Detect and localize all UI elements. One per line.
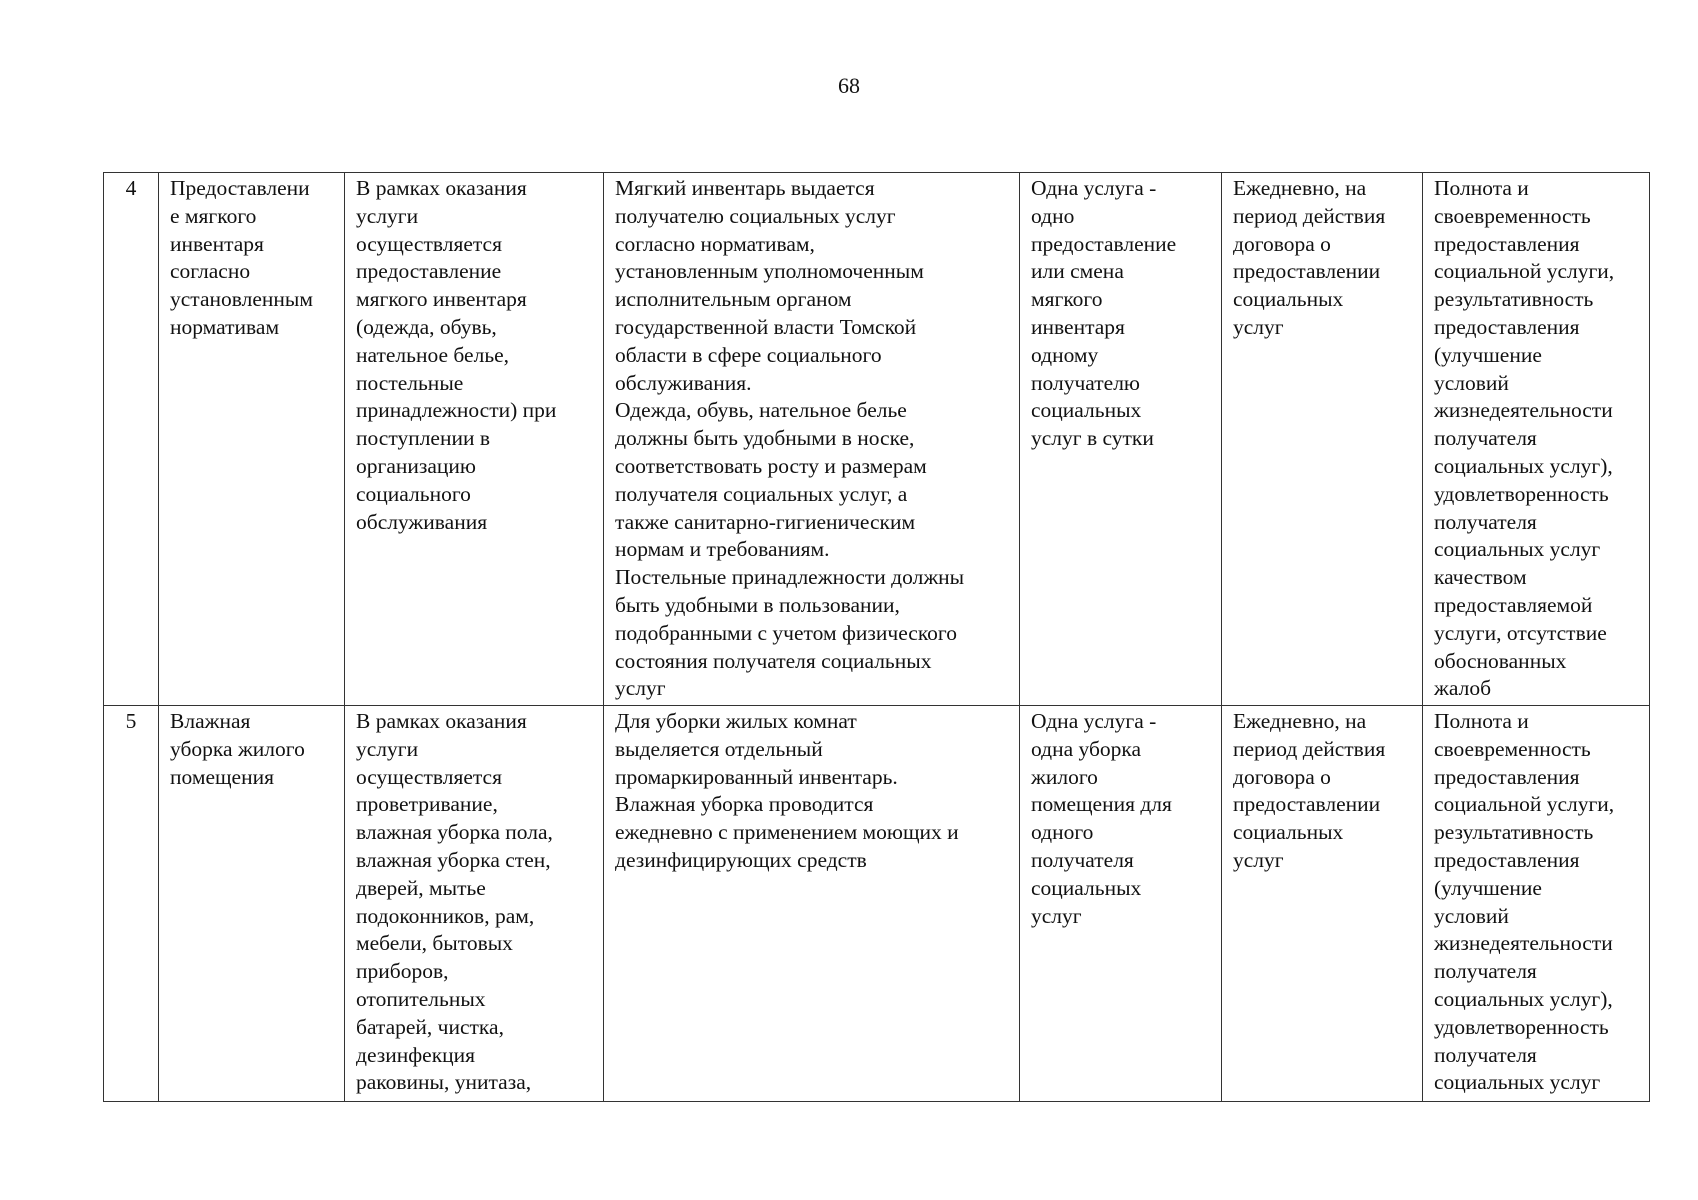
page-number: 68 xyxy=(838,73,860,98)
cell-text-line: (одежда, обувь, xyxy=(356,314,497,339)
cell-text-line: качеством xyxy=(1434,565,1527,590)
cell-text-line: дезинфекция xyxy=(356,1042,476,1067)
cell-text-line: поступлении в xyxy=(356,426,491,451)
cell-text-line: социальных услуг xyxy=(1434,1070,1601,1095)
cell-text-line: В рамках оказания xyxy=(356,709,527,733)
cell-text-line: услуг в сутки xyxy=(1031,426,1154,451)
cell-text-line: одного xyxy=(1031,820,1094,845)
cell-text-line: условий xyxy=(1434,370,1509,395)
cell-text-line: исполнительным органом xyxy=(615,287,852,312)
cell-text-line: Для уборки жилых комнат xyxy=(615,709,857,733)
cell-text-line: подобранными с учетом физического xyxy=(615,620,957,645)
cell-text-line: получателя социальных услуг, а xyxy=(615,481,908,506)
cell-text-line: одно xyxy=(1031,203,1075,228)
cell-text-line: раковины, унитаза, xyxy=(356,1070,532,1095)
cell-text-line: Влажная уборка проводится xyxy=(615,792,874,817)
cell-text-line: социальных услуг), xyxy=(1434,986,1613,1011)
cell-text-line: получателя xyxy=(1434,426,1537,451)
cell-text-line: социальных xyxy=(1233,820,1344,845)
cell-text-line: влажная уборка пола, xyxy=(356,820,553,845)
cell-text-line: обслуживания. xyxy=(615,370,752,395)
cell-text-line: услуг xyxy=(1031,903,1082,928)
service-quality-cell xyxy=(1423,706,1650,1102)
cell-text-line: удовлетворенность xyxy=(1434,481,1609,506)
cell-text-line: помещения xyxy=(170,764,274,789)
cell-text-line: услуги, отсутствие xyxy=(1434,620,1607,645)
cell-text-line: Ежедневно, на xyxy=(1233,709,1367,733)
cell-text-line: получателя xyxy=(1434,509,1537,534)
cell-text-line: услуг xyxy=(1233,847,1284,872)
cell-text-line: помещения для xyxy=(1031,792,1172,817)
table-row xyxy=(104,706,1650,1102)
cell-text-line: предоставление xyxy=(1031,231,1177,256)
cell-text-line: Мягкий инвентарь выдается xyxy=(615,176,875,200)
cell-text-line: подоконников, рам, xyxy=(356,903,535,928)
service-content-cell xyxy=(345,173,604,706)
cell-text-line: одному xyxy=(1031,342,1099,367)
cell-text-line: договора о xyxy=(1233,231,1331,256)
cell-text-line: инвентаря xyxy=(170,231,264,256)
cell-text-line: предоставления xyxy=(1434,847,1580,872)
service-standard-cell xyxy=(604,706,1020,1102)
cell-text-line: (улучшение xyxy=(1434,875,1542,900)
cell-text-line: должны быть удобными в носке, xyxy=(615,426,915,451)
cell-text-line: соответствовать росту и размерам xyxy=(615,453,927,478)
cell-text-line: своевременность xyxy=(1434,736,1591,761)
cell-text-line: Предоставлени xyxy=(170,176,310,200)
cell-text-line: предоставления xyxy=(1434,764,1580,789)
cell-text-line: принадлежности) при xyxy=(356,398,557,423)
cell-text-line: обслуживания xyxy=(356,509,488,534)
cell-text-line: нательное белье, xyxy=(356,342,510,367)
cell-text-line: проветривание, xyxy=(356,792,498,817)
cell-text-line: установленным уполномоченным xyxy=(615,259,924,284)
cell-text-line: дверей, мытье xyxy=(356,875,486,900)
cell-text-line: социального xyxy=(356,481,471,506)
cell-text-line: организацию xyxy=(356,453,476,478)
cell-text-line: получателя xyxy=(1031,847,1134,872)
cell-text-line: получателя xyxy=(1434,959,1537,984)
service-standard-cell xyxy=(604,173,1020,706)
service-content-cell xyxy=(345,706,604,1102)
cell-text-line: батарей, чистка, xyxy=(356,1014,504,1039)
cell-text-line: согласно xyxy=(170,259,251,284)
cell-text-line: государственной власти Томской xyxy=(615,314,917,339)
cell-text-line: постельные xyxy=(356,370,464,395)
cell-text-line: Одежда, обувь, нательное белье xyxy=(615,398,907,423)
row-number-cell: 4 xyxy=(104,173,159,706)
cell-text-line: социальных xyxy=(1031,875,1142,900)
cell-text-line: уборка жилого xyxy=(170,736,305,761)
cell-text-line: инвентаря xyxy=(1031,314,1125,339)
cell-text-line: предоставлении xyxy=(1233,792,1381,817)
cell-text-line: жизнедеятельности xyxy=(1434,931,1613,956)
row-number-cell: 5 xyxy=(104,706,159,1102)
cell-text-line: результативность xyxy=(1434,820,1594,845)
cell-text-line: удовлетворенность xyxy=(1434,1014,1609,1039)
cell-text-line: социальных xyxy=(1031,398,1142,423)
cell-text-line: мягкого xyxy=(1031,287,1103,312)
services-table xyxy=(103,172,1650,1102)
cell-text-line: социальных услуг xyxy=(1434,537,1601,562)
cell-text-line: е мягкого xyxy=(170,203,257,228)
cell-text-line: приборов, xyxy=(356,959,449,984)
cell-text-line: предоставление xyxy=(356,259,502,284)
service-period-cell xyxy=(1222,173,1423,706)
cell-text-line: своевременность xyxy=(1434,203,1591,228)
cell-text-line: период действия xyxy=(1233,203,1386,228)
cell-text-line: также санитарно-гигиеническим xyxy=(615,509,916,534)
cell-text-line: получателю xyxy=(1031,370,1140,395)
cell-text-line: договора о xyxy=(1233,764,1331,789)
cell-text-line: жалоб xyxy=(1434,676,1492,701)
cell-text-line: социальных xyxy=(1233,287,1344,312)
cell-text-line: или смена xyxy=(1031,259,1124,284)
cell-text-line: жилого xyxy=(1031,764,1098,789)
cell-text-line: состояния получателя социальных xyxy=(615,648,932,673)
cell-text-line: мебели, бытовых xyxy=(356,931,513,956)
cell-text-line: дезинфицирующих средств xyxy=(615,847,867,872)
cell-text-line: получателю социальных услуг xyxy=(615,203,896,228)
cell-text-line: результативность xyxy=(1434,287,1594,312)
cell-text-line: влажная уборка стен, xyxy=(356,847,551,872)
cell-text-line: получателя xyxy=(1434,1042,1537,1067)
cell-text-line: Постельные принадлежности должны xyxy=(615,565,965,590)
cell-text-line: условий xyxy=(1434,903,1509,928)
cell-text-line: нормативам xyxy=(170,314,280,339)
cell-text-line: В рамках оказания xyxy=(356,176,527,200)
cell-text-line: выделяется отдельный xyxy=(615,736,823,761)
service-unit-cell xyxy=(1020,706,1222,1102)
cell-text-line: услуги xyxy=(356,203,419,228)
service-name-cell xyxy=(159,173,345,706)
cell-text-line: услуг xyxy=(1233,314,1284,339)
cell-text-line: социальной услуги, xyxy=(1434,259,1615,284)
cell-text-line: мягкого инвентаря xyxy=(356,287,527,312)
cell-text-line: предоставлении xyxy=(1233,259,1381,284)
cell-text-line: области в сфере социального xyxy=(615,342,882,367)
cell-text-line: нормам и требованиям. xyxy=(615,537,830,562)
cell-text-line: социальной услуги, xyxy=(1434,792,1615,817)
cell-text-line: промаркированный инвентарь. xyxy=(615,764,898,789)
cell-text-line: жизнедеятельности xyxy=(1434,398,1613,423)
service-unit-cell xyxy=(1020,173,1222,706)
service-name-cell xyxy=(159,706,345,1102)
cell-text-line: Ежедневно, на xyxy=(1233,176,1367,200)
cell-text-line: отопительных xyxy=(356,986,486,1011)
cell-text-line: предоставления xyxy=(1434,231,1580,256)
cell-text-line: быть удобными в пользовании, xyxy=(615,592,900,617)
cell-text-line: период действия xyxy=(1233,736,1386,761)
cell-text-line: Полнота и xyxy=(1434,176,1529,200)
cell-text-line: Полнота и xyxy=(1434,709,1529,733)
cell-text-line: одна уборка xyxy=(1031,736,1142,761)
cell-text-line: ежедневно с применением моющих и xyxy=(615,820,959,845)
cell-text-line: установленным xyxy=(170,287,313,312)
cell-text-line: согласно нормативам, xyxy=(615,231,815,256)
cell-text-line: услуги xyxy=(356,736,419,761)
cell-text-line: услуг xyxy=(615,676,666,701)
cell-text-line: (улучшение xyxy=(1434,342,1542,367)
cell-text-line: социальных услуг), xyxy=(1434,453,1613,478)
cell-text-line: обоснованных xyxy=(1434,648,1567,673)
cell-text-line: осуществляется xyxy=(356,764,502,789)
table-row xyxy=(104,173,1650,706)
service-quality-cell xyxy=(1423,173,1650,706)
cell-text-line: предоставления xyxy=(1434,314,1580,339)
cell-text-line: Одна услуга - xyxy=(1031,709,1157,733)
cell-text-line: осуществляется xyxy=(356,231,502,256)
cell-text-line: предоставляемой xyxy=(1434,592,1593,617)
cell-text-line: Влажная xyxy=(170,709,251,733)
cell-text-line: Одна услуга - xyxy=(1031,176,1157,200)
service-period-cell xyxy=(1222,706,1423,1102)
